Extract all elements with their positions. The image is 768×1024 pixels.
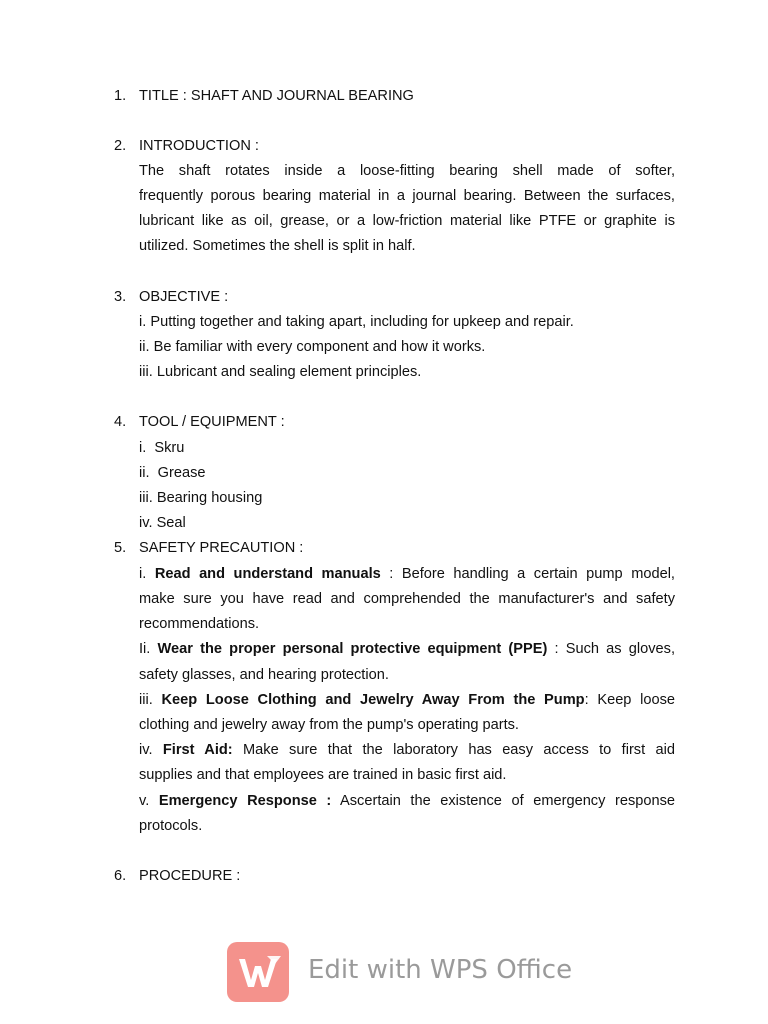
section-heading: INTRODUCTION :	[139, 138, 259, 154]
wps-edit-label: Edit with WPS Office	[308, 955, 573, 985]
paragraph-line: The shaft rotates inside a loose-fitting bearing shell made of softer,	[139, 163, 675, 179]
section-heading: PROCEDURE :	[139, 868, 241, 884]
list-item: iv. Seal	[139, 515, 186, 531]
item-bold-lead: Emergency Response :	[158, 793, 332, 809]
safety-item-line: safety glasses, and hearing protection.	[139, 667, 389, 683]
item-marker: iii.	[139, 692, 162, 708]
item-marker: iv.	[139, 742, 163, 758]
safety-item-first-line	[139, 639, 675, 659]
item-marker: Ii.	[139, 641, 158, 657]
item-text: : Such as gloves,	[547, 641, 676, 657]
section-heading: TOOL / EQUIPMENT :	[139, 414, 285, 430]
wps-office-logo-icon	[227, 942, 289, 1002]
item-text: Make sure that the laboratory has easy access to first aid	[232, 742, 675, 758]
item-text: Ascertain the existence of emergency response	[331, 793, 676, 809]
section-number: 3.	[114, 289, 127, 305]
safety-item-first-line	[139, 791, 675, 811]
section-heading: SAFETY PRECAUTION :	[139, 540, 304, 556]
paragraph-line: lubricant like as oil, grease, or a low-friction material like PTFE or graphite is	[139, 213, 675, 229]
safety-item-first-line	[139, 690, 675, 710]
item-bold-lead: Wear the proper personal protective equipment (PPE)	[157, 641, 548, 657]
item-bold-lead: Keep Loose Clothing and Jewelry Away From the Pump	[161, 692, 585, 708]
item-text: : Before handling a certain pump model,	[380, 566, 675, 582]
section-number: 5.	[114, 540, 127, 556]
list-item: ii. Grease	[139, 465, 206, 481]
item-marker: v.	[139, 793, 159, 809]
list-item: i. Putting together and taking apart, including for upkeep and repair.	[139, 314, 574, 330]
safety-item-line: supplies and that employees are trained in basic first aid.	[139, 767, 507, 783]
list-item: iii. Bearing housing	[139, 490, 263, 506]
safety-item-first-line	[139, 740, 675, 760]
item-bold-lead: First Aid:	[162, 742, 233, 758]
safety-item-line: make sure you have read and comprehended the manufacturer's and safety	[139, 591, 675, 607]
section-heading: OBJECTIVE :	[139, 289, 229, 305]
wps-edit-watermark[interactable]	[227, 942, 573, 1002]
section-heading: TITLE : SHAFT AND JOURNAL BEARING	[139, 88, 414, 104]
list-item: ii. Be familiar with every component and how it works.	[139, 339, 486, 355]
section-number: 4.	[114, 414, 127, 430]
list-item: iii. Lubricant and sealing element principles.	[139, 364, 422, 380]
list-item: i. Skru	[139, 440, 185, 456]
paragraph-line: utilized. Sometimes the shell is split in half.	[139, 238, 416, 254]
section-number: 6.	[114, 868, 127, 884]
paragraph-line: frequently porous bearing material in a journal bearing. Between the surfaces,	[139, 188, 675, 204]
item-text: : Keep loose	[584, 692, 676, 708]
item-bold-lead: Read and understand manuals	[154, 566, 381, 582]
section-number: 2.	[114, 138, 127, 154]
safety-item-first-line	[139, 564, 675, 584]
item-marker: i.	[139, 566, 155, 582]
safety-item-line: protocols.	[139, 818, 203, 834]
section-number: 1.	[114, 88, 127, 104]
safety-item-line: clothing and jewelry away from the pump's operating parts.	[139, 717, 519, 733]
safety-item-line: recommendations.	[139, 616, 260, 632]
